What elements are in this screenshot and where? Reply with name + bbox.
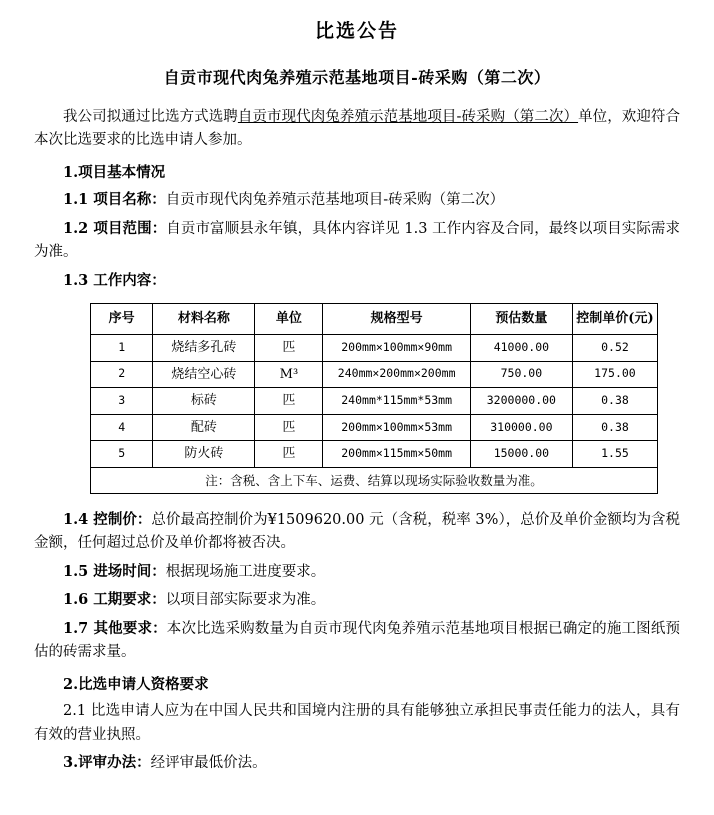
page-title: 比选公告 [314,20,399,42]
cell-qty: 15000.00 [470,441,572,468]
cell-spec: 240mm*115mm*53mm [323,388,470,415]
cell-price: 0.38 [572,414,657,441]
cell-price: 0.52 [572,334,657,361]
item-1-3-label: 1.3 工作内容： [63,271,166,289]
cell-no: 4 [91,414,153,441]
cell-unit: 匹 [255,441,323,468]
item-1-5 [34,560,680,584]
materials-table [90,303,658,494]
item-1-6 [34,588,680,612]
th-unit-price: 控制单价(元) [572,304,657,335]
cell-spec: 200mm×100mm×90mm [323,334,470,361]
item-1-1-label: 1.1 项目名称： [63,191,166,209]
item-1-7-label: 1.7 其他要求： [63,619,167,637]
table-row [91,388,658,415]
item-1-1-text: 自贡市现代肉兔养殖示范基地项目-砖采购（第二次） [165,192,505,209]
cell-unit: 匹 [255,334,323,361]
item-1-4-text: 总价最高控制价为¥1509620.00 元（含税，税率 3%），总价及单价金额均为含税金额，任何超过总价及单价都将被否决。 [34,511,680,552]
cell-price: 1.55 [572,441,657,468]
intro-prefix: 我公司拟通过比选方式选聘 [63,109,238,125]
table-row [91,361,658,388]
cell-no: 3 [91,388,153,415]
cell-unit: M³ [255,361,323,388]
cell-qty: 310000.00 [470,414,572,441]
item-1-4-label: 1.4 控制价： [63,510,152,528]
item-1-5-label: 1.5 进场时间： [63,562,166,580]
cell-qty: 41000.00 [470,334,572,361]
table-note-row [91,467,658,493]
section-3-text: 经评审最低价法。 [150,755,267,772]
item-1-4 [34,508,680,556]
item-1-5-text: 根据现场施工进度要求。 [165,563,326,580]
materials-table-wrapper [34,303,680,494]
cell-name: 防火砖 [153,441,255,468]
item-1-2-label: 1.2 项目范围： [63,219,167,237]
cell-no: 2 [91,361,153,388]
intro-suffix: 单位，欢迎符合本次比选要求的比选申请人参加。 [34,109,681,149]
table-note: 注：含税、含上下车、运费、结算以现场实际验收数量为准。 [91,467,658,493]
cell-spec: 200mm×100mm×53mm [323,414,470,441]
cell-name: 标砖 [153,388,255,415]
item-1-2-text: 自贡市富顺县永年镇，具体内容详见 1.3 工作内容及合同，最终以项目实际需求为准。 [34,220,680,261]
table-header-row [91,304,658,335]
project-title: 自贡市现代肉兔养殖示范基地项目-砖采购（第二次） [163,68,551,87]
section-3 [34,751,680,775]
th-quantity: 预估数量 [470,304,572,335]
cell-no: 1 [91,334,153,361]
section-3-heading: 3.评审办法： [63,754,151,772]
th-unit: 单位 [255,304,323,335]
cell-qty: 750.00 [470,361,572,388]
item-2-1-label: 2.1 [63,703,91,720]
cell-qty: 3200000.00 [470,388,572,415]
cell-price: 175.00 [572,361,657,388]
intro-paragraph [34,106,680,153]
item-2-1-text: 比选申请人应为在中国人民共和国境内注册的具有能够独立承担民事责任能力的法人，具有有效的营业执照。 [34,703,680,743]
item-1-6-label: 1.6 工期要求： [63,591,166,609]
th-material-name: 材料名称 [153,304,255,335]
cell-spec: 200mm×115mm×50mm [323,441,470,468]
intro-underlined: 自贡市现代肉兔养殖示范基地项目-砖采购（第二次） [237,109,579,125]
cell-no: 5 [91,441,153,468]
item-1-7 [34,617,680,665]
cell-unit: 匹 [255,414,323,441]
cell-spec: 240mm×200mm×200mm [323,361,470,388]
item-1-1 [34,188,680,212]
cell-price: 0.38 [572,388,657,415]
cell-unit: 匹 [255,388,323,415]
item-1-6-text: 以项目部实际要求为准。 [165,592,326,609]
section-1-heading: 1.项目基本情况 [63,163,166,181]
th-no: 序号 [91,304,153,335]
table-row [91,441,658,468]
item-1-2 [34,217,680,265]
table-row [91,334,658,361]
cell-name: 配砖 [153,414,255,441]
item-1-7-text: 本次比选采购数量为自贡市现代肉兔养殖示范基地项目根据已确定的施工图纸预估的砖需求量。 [34,620,681,661]
table-row [91,414,658,441]
cell-name: 烧结多孔砖 [153,334,255,361]
cell-name: 烧结空心砖 [153,361,255,388]
item-2-1 [34,700,680,747]
th-spec: 规格型号 [323,304,470,335]
section-2-heading: 2.比选申请人资格要求 [63,675,209,693]
item-1-3 [34,269,680,293]
